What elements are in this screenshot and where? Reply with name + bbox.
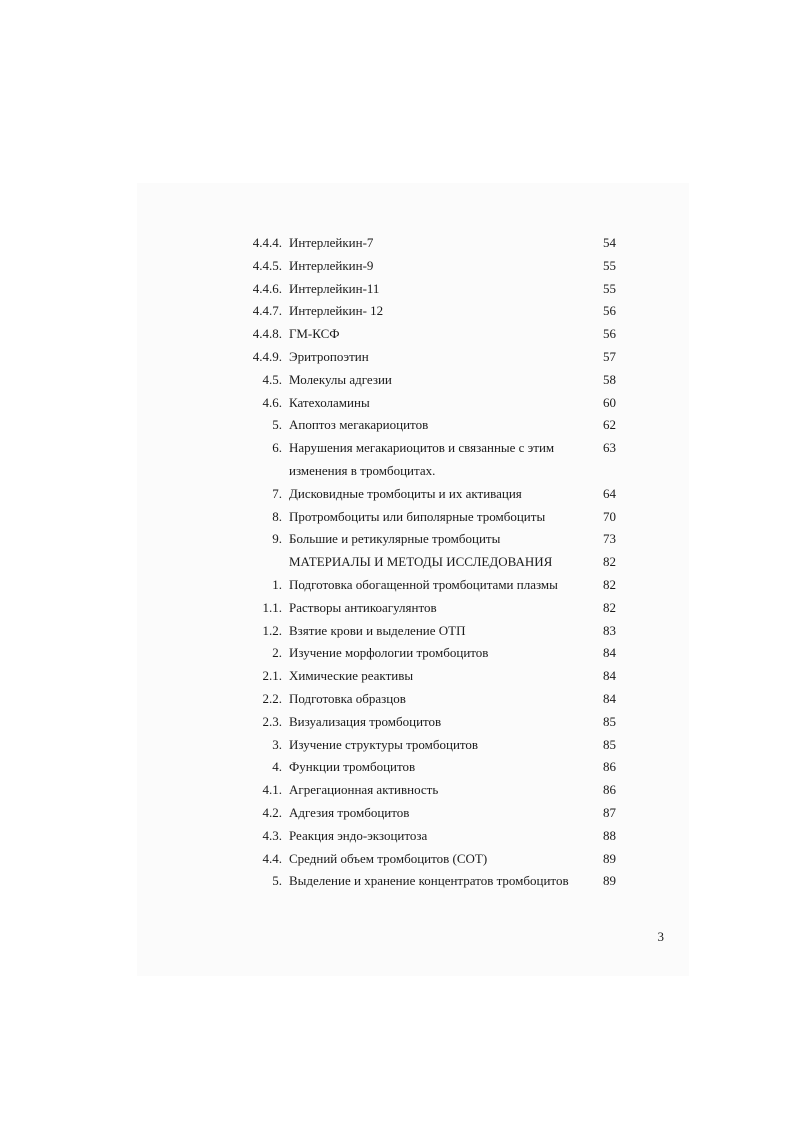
toc-entry	[0, 688, 795, 711]
toc-entry	[0, 232, 795, 255]
toc-entry-page: 57	[603, 348, 616, 364]
toc-entry-title: Интерлейкин-9	[289, 257, 374, 273]
toc-entry-number: 1.1.	[262, 599, 282, 615]
toc-entry-page: 82	[603, 599, 616, 615]
toc-entry-title: Агрегационная активность	[289, 782, 439, 798]
toc-entry-number: 4.5.	[262, 371, 282, 387]
toc-entry-title: Интерлейкин-7	[289, 235, 374, 250]
toc-entry-number: 2.3.	[262, 713, 282, 729]
toc-entry-title: Взятие крови и выделение ОТП	[289, 622, 466, 638]
toc-entry-number: 4.4.4.	[252, 235, 282, 250]
toc-entry-page: 85	[603, 736, 616, 752]
toc-entry-title: Большие и ретикулярные тромбоциты	[289, 531, 501, 547]
toc-entry-page: 70	[603, 508, 616, 524]
toc-entry	[0, 574, 795, 597]
toc-entry-title: Реакция эндо-экзоцитоза	[289, 827, 428, 843]
toc-entry-page: 89	[603, 873, 616, 889]
toc-entry-title: Дисковидные тромбоциты и их активация	[289, 485, 522, 501]
toc-entry	[0, 779, 795, 802]
toc-entry-number: 2.1.	[262, 668, 282, 684]
toc-entry-number: 4.	[272, 759, 282, 775]
table-of-contents	[0, 232, 795, 893]
toc-entry	[0, 734, 795, 757]
toc-entry-number: 1.2.	[262, 622, 282, 638]
toc-entry-title: Апоптоз мегакариоцитов	[289, 417, 429, 433]
toc-entry-number: 6.	[272, 440, 282, 456]
toc-entry-number: 3.	[272, 736, 282, 752]
toc-entry	[0, 255, 795, 278]
toc-entry-title: Изучение структуры тромбоцитов	[289, 736, 479, 752]
toc-entry	[0, 323, 795, 346]
toc-entry-page: 60	[603, 394, 616, 410]
toc-entry-page: 64	[603, 485, 616, 501]
toc-entry-title: Протромбоциты или биполярные тромбоциты	[289, 508, 546, 524]
toc-entry-number: 4.3.	[262, 827, 282, 843]
toc-entry-number: 2.2.	[262, 690, 282, 706]
toc-entry-number: 4.4.	[262, 850, 282, 866]
toc-entry-number: 7.	[272, 485, 282, 501]
toc-entry-page: 62	[603, 417, 616, 433]
toc-entry	[0, 300, 795, 323]
toc-entry	[0, 392, 795, 415]
toc-entry-number: 2.	[272, 645, 282, 661]
toc-entry-page: 63	[603, 440, 616, 456]
toc-entry-page: 88	[603, 827, 616, 843]
toc-entry-page: 56	[603, 326, 616, 342]
toc-entry-page: 58	[603, 371, 616, 387]
toc-entry-number: 5.	[272, 417, 282, 433]
toc-entry-title: Эритропоэтин	[289, 348, 369, 364]
toc-entry	[0, 870, 795, 893]
toc-entry-title: Химические реактивы	[289, 668, 414, 684]
toc-entry	[0, 665, 795, 688]
toc-entry-number: 4.4.6.	[252, 280, 282, 296]
toc-entry-page: 89	[603, 850, 616, 866]
toc-entry-number: 4.4.7.	[252, 303, 282, 319]
toc-entry-title: Подготовка образцов	[289, 690, 406, 706]
toc-entry	[0, 597, 795, 620]
toc-entry-number: 4.1.	[262, 782, 282, 798]
toc-entry	[0, 278, 795, 301]
toc-entry	[0, 437, 795, 483]
toc-entry-title: Визуализация тромбоцитов	[289, 713, 442, 729]
toc-entry-title: Катехоламины	[289, 394, 370, 410]
toc-entry-title: Растворы антикоагулянтов	[289, 599, 437, 615]
toc-entry-title: Подготовка обогащенной тромбоцитами плазмы	[289, 576, 558, 592]
toc-entry-page: 85	[603, 713, 616, 729]
toc-entry	[0, 483, 795, 506]
toc-entry-title: Интерлейкин- 12	[289, 303, 384, 319]
toc-entry-title: Выделение и хранение концентратов тромбоцитов	[289, 873, 569, 889]
toc-entry-page: 55	[603, 280, 616, 296]
toc-entry-page: 86	[603, 759, 616, 775]
toc-entry-page: 87	[603, 804, 616, 820]
toc-entry-page: 84	[603, 690, 616, 706]
page-number: 3	[657, 929, 664, 944]
toc-entry-title: Нарушения мегакариоцитов и связанные с этим изменения в тромбоцитах.	[289, 440, 555, 478]
toc-entry-title: МАТЕРИАЛЫ И МЕТОДЫ ИССЛЕДОВАНИЯ	[289, 554, 553, 570]
toc-entry-number: 1.	[272, 576, 282, 592]
toc-entry-title: Молекулы адгезии	[289, 371, 392, 387]
toc-entry-title: Средний объем тромбоцитов (СОТ)	[289, 850, 488, 866]
toc-entry-page: 86	[603, 782, 616, 798]
toc-entry-title: Интерлейкин-11	[289, 280, 380, 296]
toc-entry-page: 83	[603, 622, 616, 638]
toc-entry	[0, 506, 795, 529]
toc-entry-title: Адгезия тромбоцитов	[289, 804, 410, 820]
toc-entry	[0, 528, 795, 551]
toc-entry-title: Функции тромбоцитов	[289, 759, 416, 775]
toc-entry	[0, 369, 795, 392]
toc-entry-number: 8.	[272, 508, 282, 524]
toc-entry-page: 84	[603, 668, 616, 684]
toc-entry-title: Изучение морфологии тромбоцитов	[289, 645, 489, 661]
toc-entry-page: 73	[603, 531, 616, 547]
toc-entry-number: 4.4.8.	[252, 326, 282, 342]
toc-entry	[0, 711, 795, 734]
toc-entry-page: 54	[603, 235, 616, 250]
toc-entry	[0, 346, 795, 369]
toc-entry	[0, 620, 795, 643]
toc-entry-number: 5.	[272, 873, 282, 889]
toc-entry	[0, 642, 795, 665]
toc-entry	[0, 756, 795, 779]
toc-entry-number: 4.2.	[262, 804, 282, 820]
toc-entry-number: 4.6.	[262, 394, 282, 410]
toc-entry-page: 82	[603, 554, 616, 570]
toc-entry-number: 9.	[272, 531, 282, 547]
toc-entry-page: 84	[603, 645, 616, 661]
toc-entry	[0, 825, 795, 848]
toc-entry	[0, 802, 795, 825]
toc-entry	[0, 414, 795, 437]
toc-entry-page: 82	[603, 576, 616, 592]
toc-entry-title: ГМ-КСФ	[289, 326, 340, 342]
toc-section-heading	[0, 551, 795, 574]
toc-entry-number: 4.4.5.	[252, 257, 282, 273]
toc-entry-page: 55	[603, 257, 616, 273]
toc-entry	[0, 848, 795, 871]
toc-entry-page: 56	[603, 303, 616, 319]
toc-entry-number: 4.4.9.	[252, 348, 282, 364]
